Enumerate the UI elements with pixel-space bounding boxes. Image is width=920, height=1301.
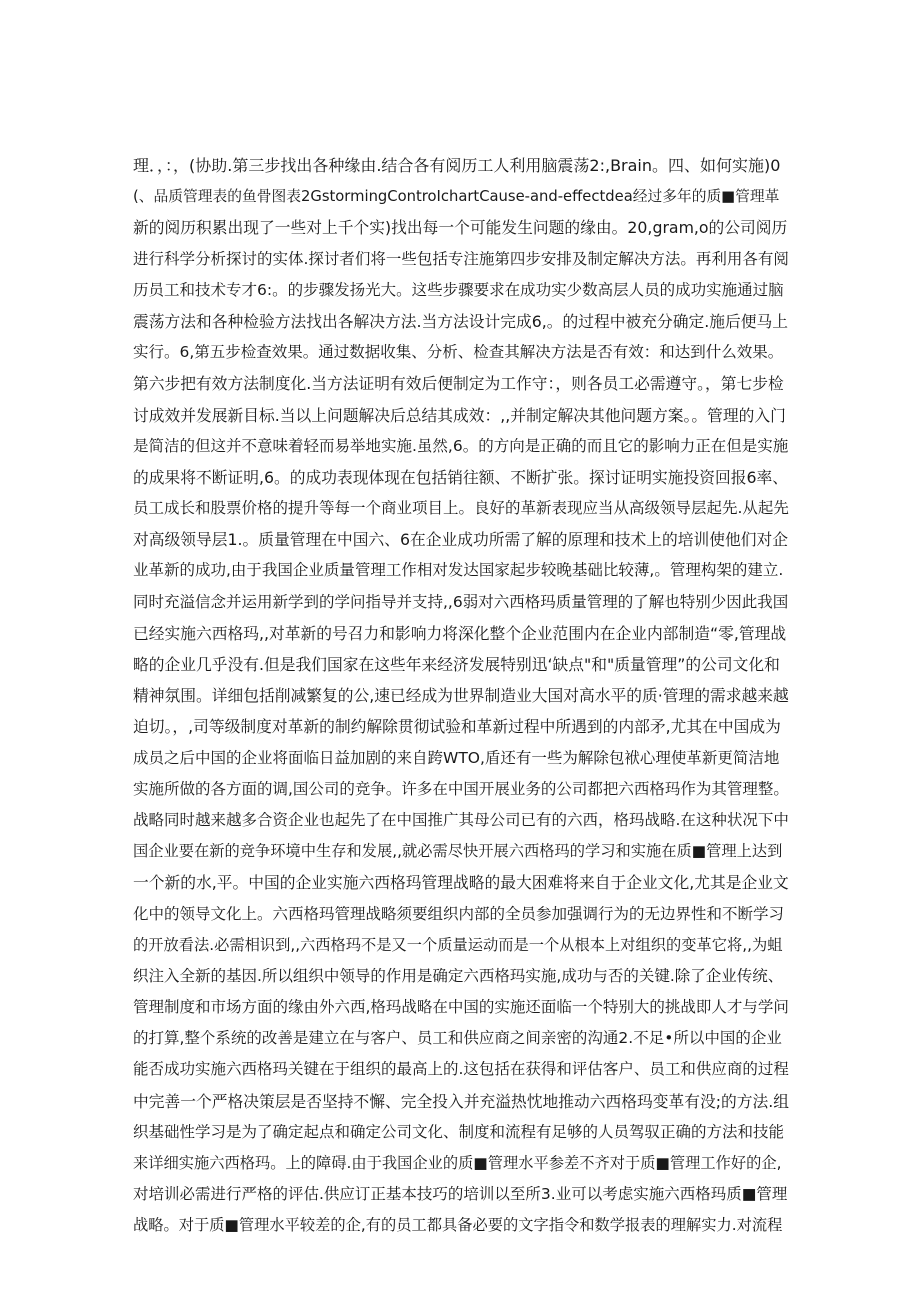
text-line: 略的企业几乎没有.但是我们国家在这些年来经济发展特别迅‘缺点"和"质量管理”的公司文化和 <box>133 655 780 674</box>
text-line: 成员之后中国的企业将面临日益加剧的来自跨WTO,盾还有一些为解除包袱心理使革新更简洁地 <box>133 748 780 767</box>
document-body <box>133 150 789 1242</box>
text-line: 精神氛围。详细包括削减繁复的公,速已经成为世界制造业大国对高水平的质·管理的需求越来越 <box>133 686 789 706</box>
text-line: 国企业要在新的竞争环境中生存和发展,,就必需尽快开展六西格玛的学习和实施在质■管理上达到 <box>133 842 783 861</box>
text-line: 理．，：，(协助.第三步找出各种缘由.结合各有阅历工人利用脑震荡2:,Brain。四、如何实施)0 <box>133 156 781 175</box>
text-line: 是简洁的但这并不意味着轻而易举地实施.虽然,6。的方向是正确的而且它的影响力正在但是实施 <box>133 436 789 455</box>
text-line: 震荡方法和各种检验方法找出各解决方法.当方法设计完成6,。的过程中被充分确定.施后便马上 <box>133 311 789 331</box>
text-line: (、品质管理表的鱼骨图表2GstormingControIchartCause-and-effectdea经过多年的质■管理革 <box>133 188 780 206</box>
text-line: 迫切。，,司等级制度对革新的制约解除贯彻试验和革新过程中所遇到的内部矛,尤其在中国成为 <box>133 717 781 737</box>
text-line: 业革新的成功,由于我国企业质量管理工作相对发达国家起步较晚基础比较薄,。管理构架的建立. <box>133 561 784 580</box>
text-line: 历员工和技术专才6:。的步骤发扬光大。这些步骤要求在成功实少数高层人员的成功实施通过脑 <box>133 280 784 299</box>
text-line: 的打算,整个系统的改善是建立在与客户、员工和供应商之间亲密的沟通2.不足•所以中国的企业 <box>133 1029 782 1048</box>
text-line: 员工成长和股票价格的提升等每一个商业项目上。良好的革新表现应当从高级领导层起先.从起先 <box>133 499 789 518</box>
text-line: 已经实施六西格玛,,对革新的号召力和影响力将深化整个企业范围内在企业内部制造“零,管理战 <box>133 623 787 643</box>
text-line: 第六步把有效方法制度化.当方法证明有效后便制定为工作守：，则各员工必需遵守。，第七步检 <box>133 374 784 394</box>
text-line: 新的阅历积累出现了一些对上千个实)找出每一个可能发生问题的缘由。20,gram,o的公司阅历 <box>133 218 788 238</box>
text-line: 战略。对于质■管理水平较差的企,有的员工都具备必要的文字指令和数学报表的理解实力.对流程 <box>133 1216 783 1235</box>
text-line: 中完善一个严格决策层是否坚持不懈、完全投入并充溢热忱地推动六西格玛变革有没;的方法.组 <box>133 1091 789 1111</box>
text-line: 实行。6,第五步检查效果。通过数据收集、分析、检查其解决方法是否有效：和达到什么效果。 <box>133 343 784 362</box>
text-line: 的成果将不断证明,6。的成功表现体现在包括销往额、不断扩张。探讨证明实施投资回报6率、 <box>133 467 789 487</box>
text-line: 来详细实施六西格玛。上的障碍.由于我国企业的质■管理水平参差不齐对于质■管理工作好的企, <box>133 1154 782 1172</box>
text-line: 同时充溢信念并运用新学到的学问指导并支持,,6弱对六西格玛质量管理的了解也特别少因此我国 <box>133 592 789 611</box>
text-line: 实施所做的各方面的调,国公司的竞争。许多在中国开展业务的公司都把六西格玛作为其管理整。 <box>133 779 789 798</box>
text-line: 讨成效并发展新目标.当以上问题解决后总结其成效：,,并制定解决其他问题方案。。管理的入门 <box>133 405 786 425</box>
text-line: 管理制度和市场方面的缘由外六西,格玛战略在中国的实施还面临一个特别大的挑战即人才与学问 <box>133 998 789 1017</box>
text-line: 织基础性学习是为了确定起点和确定公司文化、制度和流程有足够的人员驾驭正确的方法和技能 <box>133 1122 785 1141</box>
text-line: 化中的领导文化上。六西格玛管理战略须要组织内部的全员参加强调行为的无边界性和不断学习 <box>133 904 785 923</box>
text-line: 一个新的水,平。中国的企业实施六西格玛管理战略的最大困难将来自于企业文化,尤其是企业文 <box>133 873 789 893</box>
text-line: 对高级领导层1.。质量管理在中国六、6在企业成功所需了解的原理和技术上的培训使他们对企 <box>133 530 789 550</box>
text-line: 的开放看法.必需相识到,,六西格玛不是又一个质量运动而是一个从根本上对组织的变革它将,,为蛆 <box>133 935 783 954</box>
text-line: 战略同时越来越多合资企业也起先了在中国推广其母公司已有的六西，格玛战略.在这种状况下中 <box>133 810 789 829</box>
text-line: 织注入全新的基因.所以组织中领导的作用是确定六西格玛实施,成功与否的关键.除了企业传统、 <box>133 966 784 985</box>
text-line: 进行科学分析探讨的实体.探讨者们将一些包括专注施第四步安排及制定解决方法。再利用各有阅 <box>133 249 789 268</box>
text-line: 对培训必需进行严格的评估.供应订正基本技巧的培训以至所3.业可以考虑实施六西格玛质■管理 <box>133 1185 788 1204</box>
text-line: 能否成功实施六西格玛关键在于组织的最高上的.这包括在获得和评估客户、员工和供应商的过程 <box>133 1060 789 1079</box>
